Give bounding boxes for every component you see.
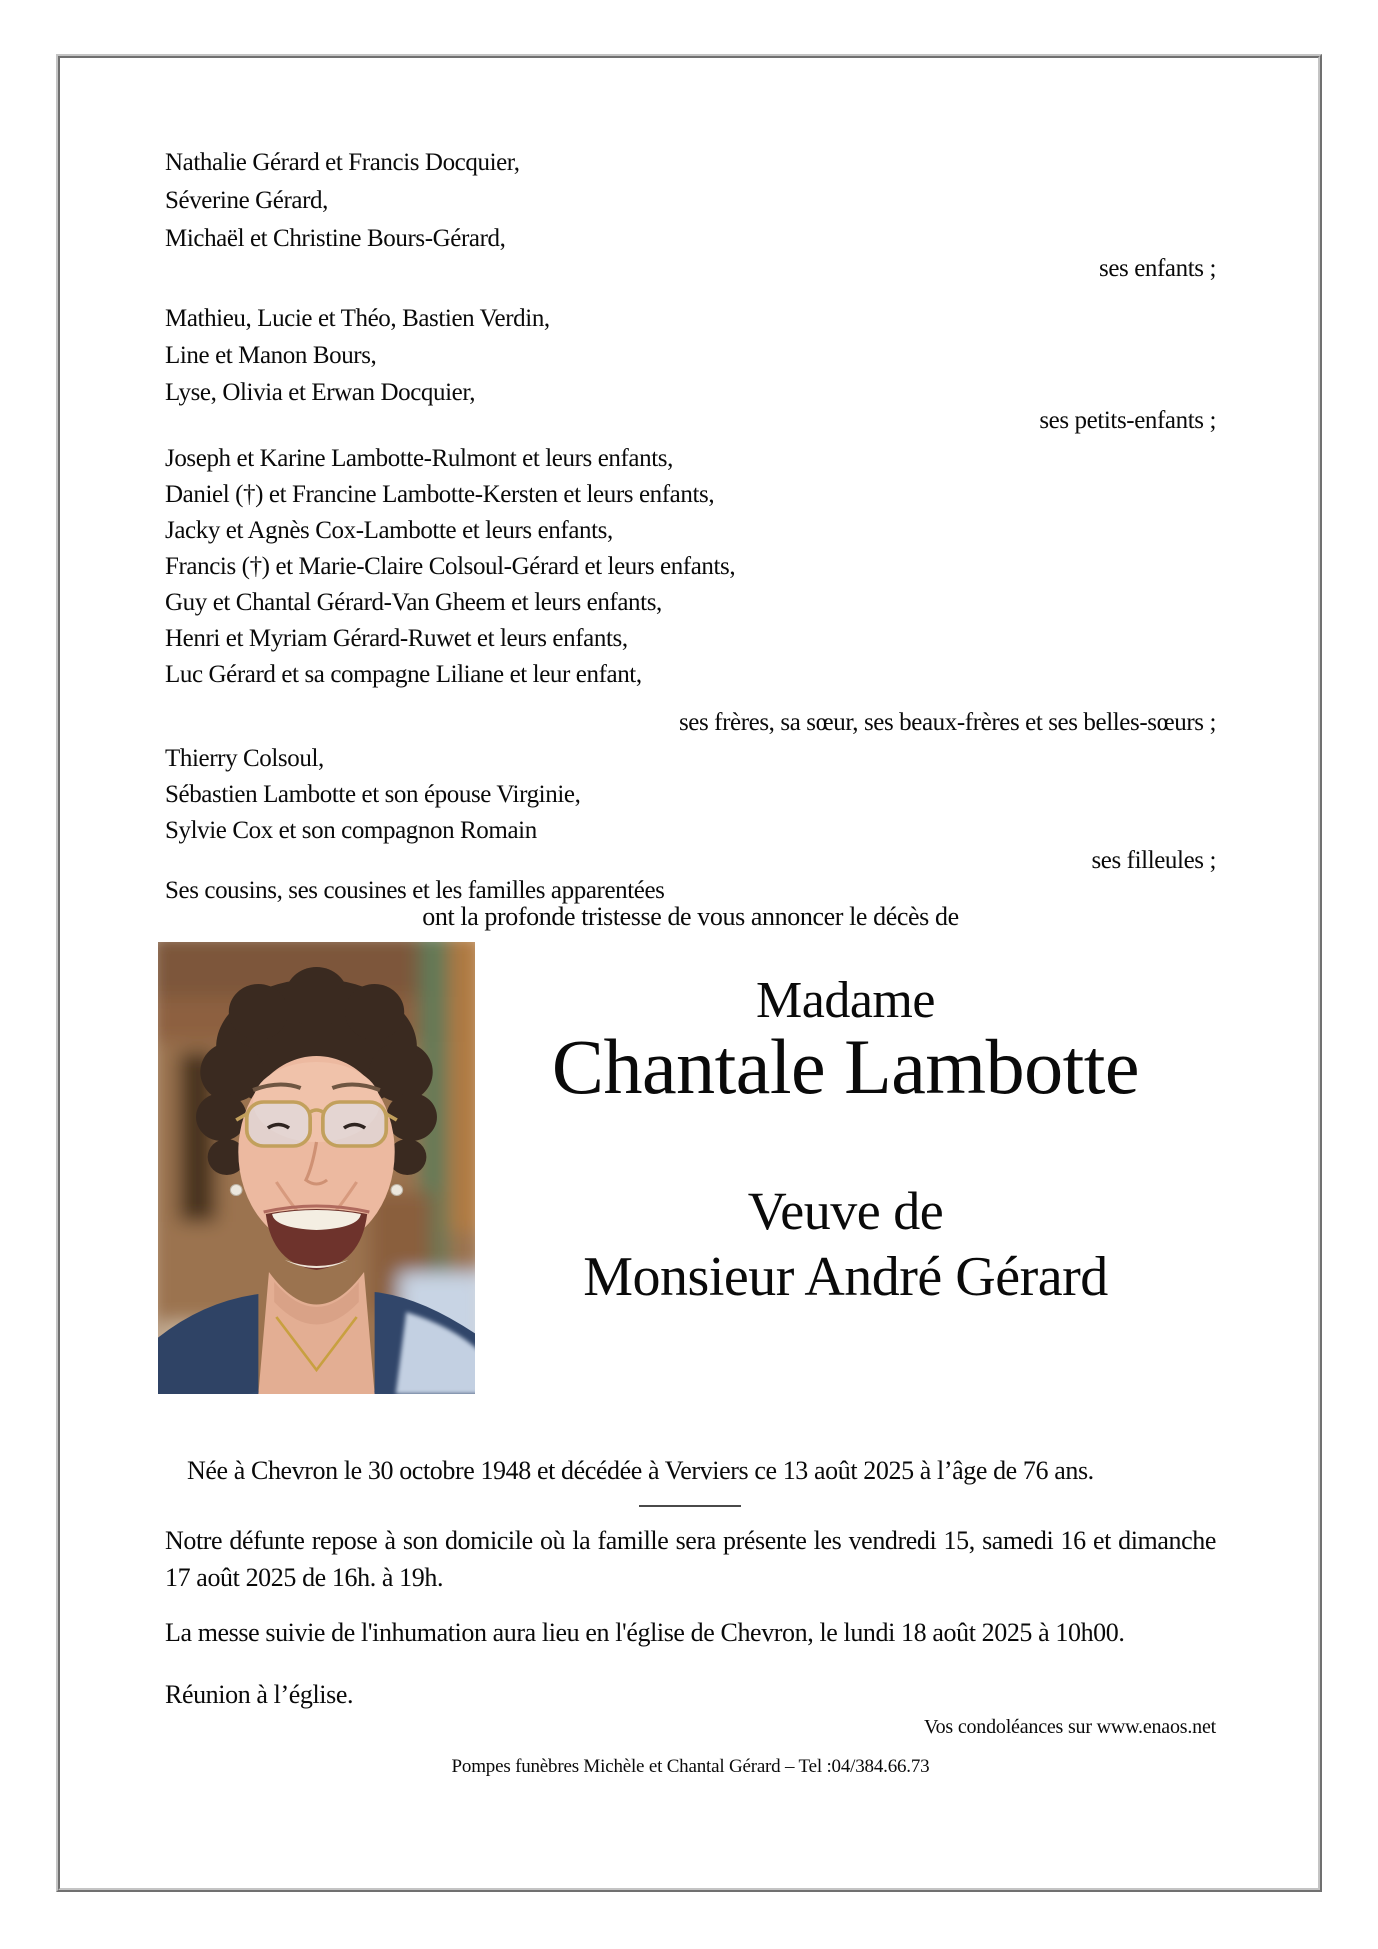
portrait-illustration: [158, 942, 475, 1394]
relation-label-godchildren: ses filleules ;: [1091, 847, 1216, 874]
birth-death-line: Née à Chevron le 30 octobre 1948 et décédée à Verviers ce 13 août 2025 à l’âge de 76 ans.: [187, 1456, 1094, 1485]
relation-label-siblings: ses frères, sa sœur, ses beaux-frères et ses belles-sœurs ;: [678, 709, 1216, 736]
deceased-title: Madame: [756, 972, 935, 1029]
family-line: Henri et Myriam Gérard-Ruwet et leurs enfants,: [165, 625, 628, 652]
family-line: Line et Manon Bours,: [165, 342, 377, 369]
family-line: Guy et Chantal Gérard-Van Gheem et leurs enfants,: [165, 589, 662, 616]
family-line: Daniel (†) et Francine Lambotte-Kersten et leurs enfants,: [165, 481, 715, 508]
family-line: Michaël et Christine Bours-Gérard,: [165, 225, 506, 252]
mass-line: La messe suivie de l'inhumation aura lieu en l'église de Chevron, le lundi 18 août 2025 à 10h00.: [165, 1618, 1125, 1647]
family-line: Mathieu, Lucie et Théo, Bastien Verdin,: [165, 305, 550, 332]
cousins-line: Ses cousins, ses cousines et les familles apparentées: [165, 877, 665, 904]
family-line: Nathalie Gérard et Francis Docquier,: [165, 149, 520, 176]
announcement-line: ont la profonde tristesse de vous annoncer le décès de: [422, 902, 959, 931]
section-divider: [639, 1505, 741, 1507]
family-line: Thierry Colsoul,: [165, 745, 324, 772]
condolences-line: Vos condoléances sur www.enaos.net: [923, 1716, 1216, 1738]
earring-right: [391, 1185, 403, 1196]
deceased-name: Chantale Lambotte: [551, 1023, 1140, 1110]
widow-line: Veuve de: [747, 1181, 944, 1241]
relation-label-children: ses enfants ;: [1099, 255, 1216, 282]
family-line: Sébastien Lambotte et son épouse Virginie,: [165, 781, 581, 808]
meeting-line: Réunion à l’église.: [165, 1680, 354, 1709]
family-line: Luc Gérard et sa compagne Liliane et leur enfant,: [165, 661, 642, 688]
wake-paragraph: Notre défunte repose à son domicile où la famille sera présente les vendredi 15, samedi 16 et dimanche 17 août 2025 de 16h. à 19h.: [165, 1526, 1216, 1592]
funeral-home-line: Pompes funèbres Michèle et Chantal Gérard – Tel :04/384.66.73: [451, 1756, 930, 1777]
family-line: Francis (†) et Marie-Claire Colsoul-Gérard et leurs enfants,: [165, 553, 736, 580]
earring-left: [230, 1185, 242, 1196]
family-line: Joseph et Karine Lambotte-Rulmont et leurs enfants,: [165, 445, 673, 472]
family-line: Sylvie Cox et son compagnon Romain: [165, 817, 537, 844]
relation-label-grandchildren: ses petits-enfants ;: [1039, 407, 1216, 434]
family-line: Séverine Gérard,: [165, 187, 328, 214]
portrait-photo: [158, 942, 475, 1394]
family-line: Jacky et Agnès Cox-Lambotte et leurs enfants,: [165, 517, 613, 544]
family-line: Lyse, Olivia et Erwan Docquier,: [165, 379, 476, 406]
husband-name-line: Monsieur André Gérard: [583, 1246, 1108, 1308]
